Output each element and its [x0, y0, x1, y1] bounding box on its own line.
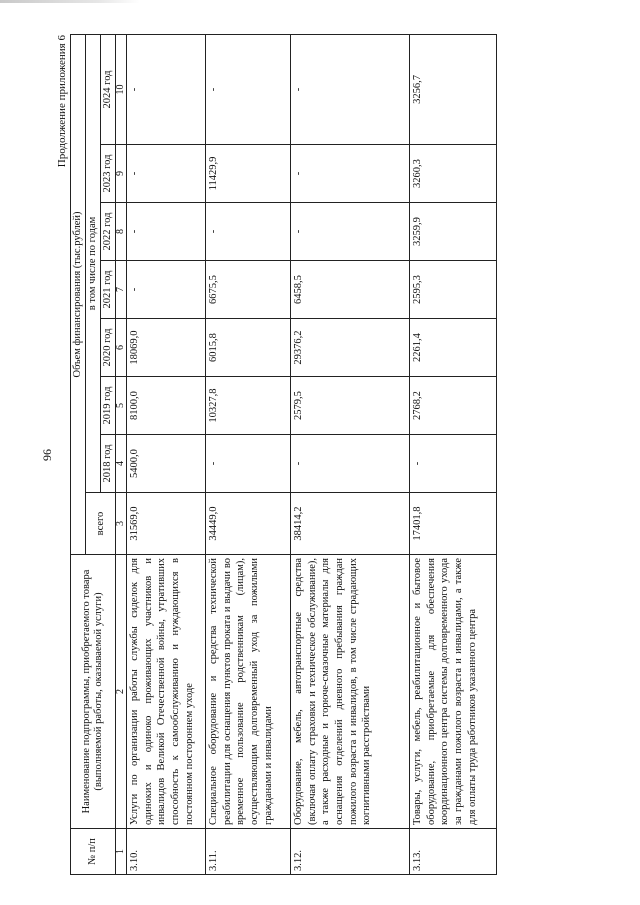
header-year: 2022 год — [101, 203, 116, 261]
row-name: Услуги по организации работы службы сиделок для одиноких и одиноко проживающих участников и инвалидов Великой Отечественной войны, утративших способность к самообслуживанию и нуждающихся в постоянном постороннем уходе — [127, 555, 206, 829]
row-value-2021: 6458,5 — [291, 261, 410, 319]
row-value-2019: 10327,8 — [206, 377, 291, 435]
header-by-years: в том числе по годам — [86, 34, 101, 492]
scan-edge-artifact — [0, 0, 140, 3]
row-value-2022: - — [206, 203, 291, 261]
row-value-2024: - — [291, 34, 410, 144]
header-row-1 — [71, 34, 86, 874]
row-value-2024: - — [127, 34, 206, 144]
row-name: Товары, услуги, мебель, реабилитационное и бытовое оборудование, приобретаемые для обеспечения координационного центра системы долговременного ухода за гражданами пожилого возраста и инвалидами, а также для оплаты труда работников указанного центра — [410, 555, 497, 829]
row-value-2019: 2579,5 — [291, 377, 410, 435]
column-index: 6 — [116, 319, 127, 377]
row-value-2023: 3260,3 — [410, 145, 497, 203]
rotated-page — [40, 35, 600, 875]
header-name: Наименование подпрограммы, приобретаемого товара (выполняемой работы, оказываемой услуги) — [71, 555, 116, 829]
column-index-row — [116, 34, 127, 874]
row-total: 34449,0 — [206, 493, 291, 555]
column-index: 8 — [116, 203, 127, 261]
row-value-2018: - — [206, 435, 291, 493]
column-index: 7 — [116, 261, 127, 319]
row-value-2024: 3256,7 — [410, 34, 497, 144]
column-index: 2 — [116, 555, 127, 829]
header-year: 2023 год — [101, 145, 116, 203]
row-number: 3.12. — [291, 829, 410, 875]
header-total: всего — [86, 493, 116, 555]
row-total: 38414,2 — [291, 493, 410, 555]
row-value-2024: - — [206, 34, 291, 144]
column-index: 5 — [116, 377, 127, 435]
header-year: 2020 год — [101, 319, 116, 377]
table-row — [206, 34, 291, 874]
table-row — [410, 34, 497, 874]
column-index: 3 — [116, 493, 127, 555]
row-value-2023: 11429,9 — [206, 145, 291, 203]
funding-table — [70, 34, 497, 875]
row-value-2018: - — [410, 435, 497, 493]
row-value-2018: 5400,0 — [127, 435, 206, 493]
header-year: 2019 год — [101, 377, 116, 435]
column-index: 10 — [116, 34, 127, 144]
header-funding: Объем финансирования (тыс.рублей) — [71, 34, 86, 554]
header-year: 2024 год — [101, 34, 116, 144]
row-value-2020: 18069,0 — [127, 319, 206, 377]
row-value-2021: - — [127, 261, 206, 319]
column-index: 9 — [116, 145, 127, 203]
row-name: Оборудование, мебель, автотранспортные средства (включая оплату страховки и техническое обслуживание), а также расходные и горюче-смазочные материалы для оснащения отделений дневного пребывания граждан пожилого возраста и инвалидов, в том числе страдающих когнитивными расстройствами — [291, 555, 410, 829]
row-value-2022: - — [291, 203, 410, 261]
row-value-2023: - — [291, 145, 410, 203]
row-value-2019: 2768,2 — [410, 377, 497, 435]
header-year: 2021 год — [101, 261, 116, 319]
row-value-2018: - — [291, 435, 410, 493]
row-value-2023: - — [127, 145, 206, 203]
appendix-continuation-label: Продолжение приложения 6 — [56, 35, 68, 168]
column-index: 4 — [116, 435, 127, 493]
row-total: 31569,0 — [127, 493, 206, 555]
row-value-2021: 2595,3 — [410, 261, 497, 319]
row-value-2020: 2261,4 — [410, 319, 497, 377]
row-value-2022: - — [127, 203, 206, 261]
row-value-2021: 6675,5 — [206, 261, 291, 319]
header-number: № п/п — [71, 829, 116, 875]
row-value-2022: 3259,9 — [410, 203, 497, 261]
row-value-2019: 8100,0 — [127, 377, 206, 435]
row-number: 3.11. — [206, 829, 291, 875]
row-number: 3.10. — [127, 829, 206, 875]
header-year: 2018 год — [101, 435, 116, 493]
row-name: Специальное оборудование и средства технической реабилитации для оснащения пунктов проката и выдачи во временное пользование родственникам (лицам), осуществляющим долговременный уход за пожилыми гражданами и инвалидами — [206, 555, 291, 829]
page-number: 96 — [40, 449, 54, 461]
row-value-2020: 29376,2 — [291, 319, 410, 377]
row-total: 17401,8 — [410, 493, 497, 555]
column-index: 1 — [116, 829, 127, 875]
row-number: 3.13. — [410, 829, 497, 875]
row-value-2020: 6015,8 — [206, 319, 291, 377]
table-row — [127, 34, 206, 874]
table-row — [291, 34, 410, 874]
